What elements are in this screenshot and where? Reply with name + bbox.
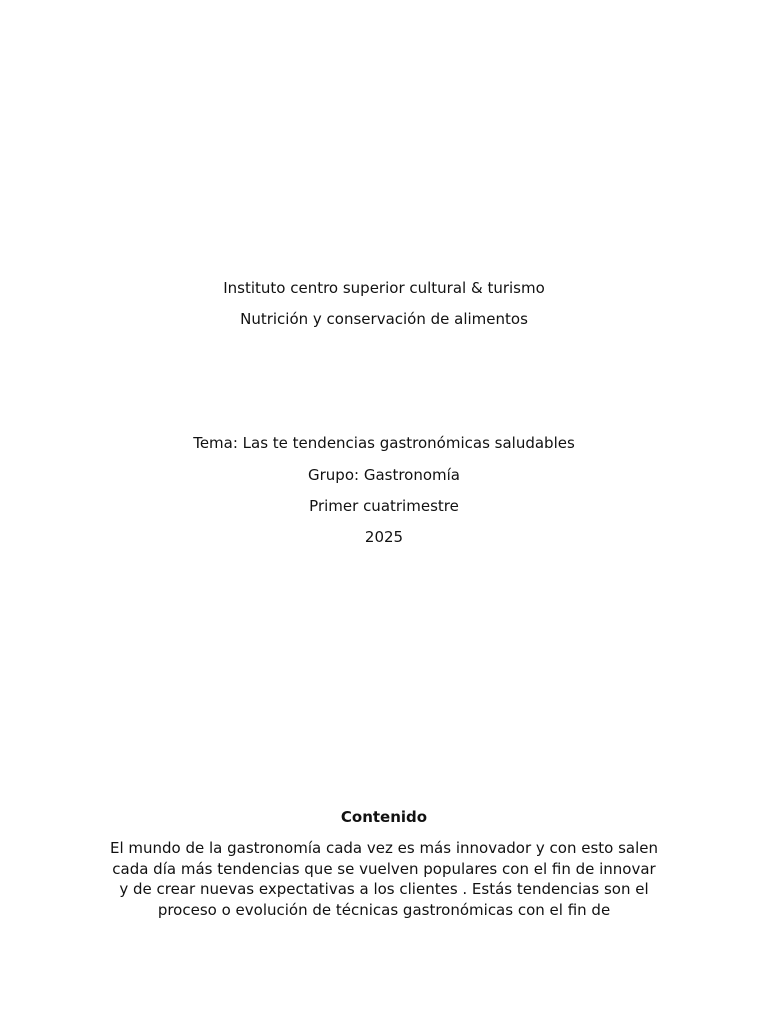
topic-line: Tema: Las te tendencias gastronómicas saludables [193, 434, 575, 452]
term-line: Primer cuatrimestre [309, 497, 459, 515]
paragraph-line: proceso o evolución de técnicas gastronómicas con el fin de [157, 901, 611, 920]
paragraph-line: cada día más tendencias que se vuelven populares con el fin de innovar [112, 859, 656, 878]
year-line: 2025 [364, 528, 404, 546]
paragraph-line: El mundo de la gastronomía cada vez es más innovador y con esto salen [109, 839, 659, 857]
subject-title: Nutrición y conservación de alimentos [240, 310, 528, 328]
group-line: Grupo: Gastronomía [308, 466, 460, 484]
content-heading: Contenido [340, 808, 428, 826]
institution-name: Instituto centro superior cultural & turismo [223, 279, 545, 297]
content-paragraph [104, 838, 664, 921]
paragraph-line: y de crear nuevas expectativas a los clientes . Estás tendencias son el [119, 880, 649, 899]
